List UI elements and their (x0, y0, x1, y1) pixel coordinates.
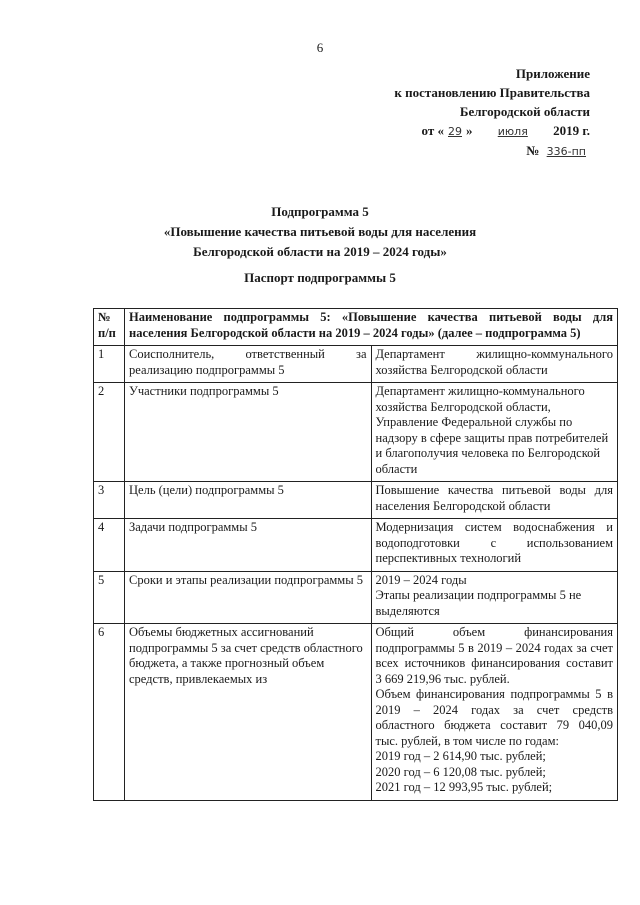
row-value (371, 346, 618, 383)
date-prefix: от « (421, 123, 444, 138)
row-no: 1 (94, 346, 125, 383)
subprogram-heading (60, 202, 580, 262)
date-month: июля (497, 125, 528, 138)
row-name: Объемы бюджетных ассигнований подпрограммы 5 за счет средств областного бюджета, а также прогнозный объем средств, привлекаемых из (125, 624, 372, 801)
header-no: № п/п (94, 309, 125, 346)
number-value: 336-пп (546, 145, 586, 158)
row-name: Задачи подпрограммы 5 (125, 519, 372, 572)
header-title: Наименование подпрограммы 5: «Повышение качества питьевой воды для населения Белгородской области на 2019 – 2024 годы» (далее – подпрограмма 5) (125, 309, 618, 346)
row-name: Соисполнитель, ответственный за реализацию подпрограммы 5 (125, 346, 372, 383)
table-row (94, 482, 618, 519)
table-row (94, 383, 618, 482)
row-value (371, 519, 618, 572)
table-row (94, 624, 618, 801)
passport-table (93, 308, 618, 801)
table-header-row (94, 309, 618, 346)
appendix-region: Белгородской области (459, 104, 590, 119)
row-value (371, 571, 618, 624)
heading-line-1: Подпрограмма 5 (271, 204, 369, 219)
date-year: 2019 г. (553, 123, 590, 138)
table-row (94, 571, 618, 624)
row-name: Цель (цели) подпрограммы 5 (125, 482, 372, 519)
row-value-line: Департамент жилищно-коммунального хозяйства Белгородской области (375, 347, 613, 377)
date-day: 29 (448, 125, 462, 138)
row-value-line: Повышение качества питьевой воды для населения Белгородской области (375, 483, 613, 513)
row-value (371, 383, 618, 482)
row-value-line: Управление Федеральной службы по надзору в сфере защиты прав потребителей и благополучия человека по Белгородской области (375, 415, 609, 476)
row-value-line: 2020 год – 6 120,08 тыс. рублей; (375, 764, 546, 779)
date-mid: » (466, 123, 473, 138)
row-value-line: 2021 год – 12 993,95 тыс. рублей; (375, 780, 553, 794)
row-value-line: 2019 год – 2 614,90 тыс. рублей; (375, 749, 546, 763)
row-value-line: Общий объем финансирования подпрограммы 5 в 2019 – 2024 годах за счет всех источников финансирования составит 3 669 219,96 тыс. рублей. (375, 625, 613, 686)
row-name: Участники подпрограммы 5 (125, 383, 372, 482)
row-no: 3 (94, 482, 125, 519)
heading-line-2: «Повышение качества питьевой воды для населения (163, 224, 477, 239)
row-no: 4 (94, 519, 125, 572)
heading-line-3: Белгородской области на 2019 – 2024 годы» (193, 244, 447, 259)
appendix-block (330, 64, 590, 161)
appendix-number (330, 141, 590, 161)
row-value-line: 2019 – 2024 годы (375, 572, 467, 587)
row-name: Сроки и этапы реализации подпрограммы 5 (125, 571, 372, 624)
row-no: 5 (94, 571, 125, 624)
row-value-line: Этапы реализации подпрограммы 5 не выделяются (375, 588, 582, 618)
table-row (94, 519, 618, 572)
row-value-line: Объем финансирования подпрограммы 5 в 2019 – 2024 годах за счет средств областного бюджета составит 79 040,09 тыс. рублей, в том числе по годам: (375, 687, 613, 748)
row-no: 6 (94, 624, 125, 801)
table-row (94, 346, 618, 383)
page-number: 6 (316, 40, 324, 55)
row-no: 2 (94, 383, 125, 482)
appendix-decree: к постановлению Правительства (394, 85, 590, 100)
appendix-date (330, 121, 590, 141)
row-value (371, 482, 618, 519)
row-value-line: Департамент жилищно-коммунального хозяйства Белгородской области, (375, 384, 585, 414)
appendix-title: Приложение (515, 66, 590, 81)
row-value (371, 624, 618, 801)
row-value-line: Модернизация систем водоснабжения и водоподготовки с использованием перспективных технологий (375, 520, 613, 565)
passport-title: Паспорт подпрограммы 5 (244, 270, 396, 285)
number-prefix: № (526, 143, 540, 158)
